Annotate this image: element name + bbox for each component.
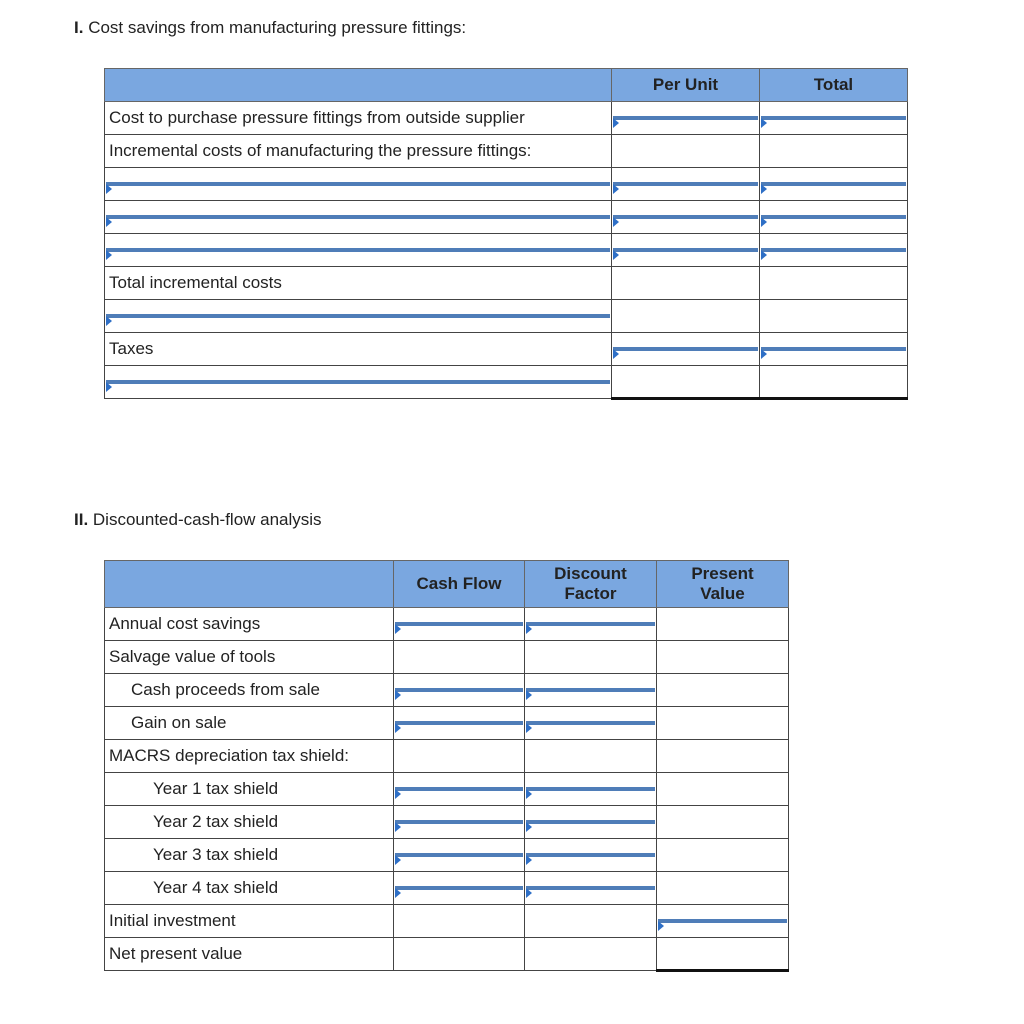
empty-cell	[612, 366, 760, 399]
table-row	[105, 267, 908, 300]
net-present-value-cell	[657, 938, 789, 971]
row-label-macrs-tax-shield: MACRS depreciation tax shield:	[105, 740, 394, 773]
incremental-cost-label-input-1[interactable]	[106, 182, 610, 186]
empty-cell	[612, 300, 760, 333]
section-2-title-text: Discounted-cash-flow analysis	[92, 510, 322, 529]
table-row	[105, 608, 789, 641]
empty-cell	[612, 135, 760, 168]
initial-investment-present-value-input[interactable]	[658, 919, 787, 923]
row-label-cash-proceeds: Cash proceeds from sale	[105, 674, 394, 707]
empty-cell	[525, 938, 657, 971]
empty-cell	[657, 773, 789, 806]
annual-savings-cash-flow-input[interactable]	[395, 622, 523, 626]
incremental-cost-per-unit-input-1[interactable]	[613, 182, 758, 186]
empty-cell	[525, 641, 657, 674]
table-row	[105, 300, 908, 333]
incremental-cost-label-input-3[interactable]	[106, 248, 610, 252]
incremental-cost-label-input-2[interactable]	[106, 215, 610, 219]
row-label-year-4-tax-shield: Year 4 tax shield	[105, 872, 394, 905]
table-row	[105, 641, 789, 674]
table-row	[105, 234, 908, 267]
header-per-unit: Per Unit	[612, 69, 760, 102]
table-row	[105, 707, 789, 740]
taxes-total-input[interactable]	[761, 347, 906, 351]
empty-cell	[394, 740, 525, 773]
empty-cell	[394, 905, 525, 938]
row-label-incremental-costs: Incremental costs of manufacturing the pressure fittings:	[105, 135, 612, 168]
section-2-number: II.	[74, 510, 89, 529]
row-label-purchase-cost: Cost to purchase pressure fittings from outside supplier	[105, 102, 612, 135]
dcf-analysis-table	[104, 560, 789, 972]
empty-cell	[760, 366, 908, 399]
empty-cell	[394, 641, 525, 674]
gain-on-sale-discount-input[interactable]	[526, 721, 655, 725]
empty-cell	[760, 267, 908, 300]
empty-cell	[394, 938, 525, 971]
table-row	[105, 905, 789, 938]
empty-cell	[657, 608, 789, 641]
section-1-number: I.	[74, 18, 84, 37]
empty-cell	[657, 707, 789, 740]
empty-cell	[657, 641, 789, 674]
year-3-discount-input[interactable]	[526, 853, 655, 857]
gain-on-sale-cash-flow-input[interactable]	[395, 721, 523, 725]
section-1-title	[74, 18, 466, 38]
header-blank	[105, 69, 612, 102]
table-row	[105, 872, 789, 905]
row-label-initial-investment: Initial investment	[105, 905, 394, 938]
year-4-discount-input[interactable]	[526, 886, 655, 890]
empty-cell	[760, 135, 908, 168]
header-total: Total	[760, 69, 908, 102]
row-label-year-2-tax-shield: Year 2 tax shield	[105, 806, 394, 839]
cash-proceeds-discount-input[interactable]	[526, 688, 655, 692]
empty-cell	[612, 267, 760, 300]
row-label-year-1-tax-shield: Year 1 tax shield	[105, 773, 394, 806]
incremental-cost-total-input-2[interactable]	[761, 215, 906, 219]
row-label-net-present-value: Net present value	[105, 938, 394, 971]
row-label-taxes: Taxes	[105, 333, 612, 366]
year-4-cash-flow-input[interactable]	[395, 886, 523, 890]
cost-savings-table	[104, 68, 908, 400]
taxes-per-unit-input[interactable]	[613, 347, 758, 351]
header-blank	[105, 561, 394, 608]
header-discount-factor: Discount Factor	[525, 561, 657, 608]
table-row	[105, 839, 789, 872]
incremental-cost-per-unit-input-2[interactable]	[613, 215, 758, 219]
header-present-value: Present Value	[657, 561, 789, 608]
row-label-annual-cost-savings: Annual cost savings	[105, 608, 394, 641]
table-row	[105, 674, 789, 707]
table-row	[105, 366, 908, 399]
after-tax-label-input[interactable]	[106, 380, 610, 384]
empty-cell	[657, 806, 789, 839]
table-row	[105, 806, 789, 839]
empty-cell	[525, 740, 657, 773]
empty-cell	[657, 740, 789, 773]
table-row	[105, 773, 789, 806]
year-1-cash-flow-input[interactable]	[395, 787, 523, 791]
cash-proceeds-cash-flow-input[interactable]	[395, 688, 523, 692]
table-row	[105, 201, 908, 234]
table-row	[105, 938, 789, 971]
table-row	[105, 740, 789, 773]
incremental-cost-total-input-3[interactable]	[761, 248, 906, 252]
section-2-title	[74, 510, 322, 530]
incremental-cost-total-input-1[interactable]	[761, 182, 906, 186]
year-3-cash-flow-input[interactable]	[395, 853, 523, 857]
empty-cell	[525, 905, 657, 938]
row-label-salvage-value: Salvage value of tools	[105, 641, 394, 674]
empty-cell	[657, 674, 789, 707]
table-row	[105, 102, 908, 135]
table-header-row	[105, 561, 789, 608]
year-2-cash-flow-input[interactable]	[395, 820, 523, 824]
row-label-year-3-tax-shield: Year 3 tax shield	[105, 839, 394, 872]
table-row	[105, 135, 908, 168]
row-label-gain-on-sale: Gain on sale	[105, 707, 394, 740]
purchase-cost-total-input[interactable]	[761, 116, 906, 120]
annual-savings-discount-input[interactable]	[526, 622, 655, 626]
table-header-row	[105, 69, 908, 102]
header-cash-flow: Cash Flow	[394, 561, 525, 608]
table-row	[105, 168, 908, 201]
empty-cell	[657, 839, 789, 872]
purchase-cost-per-unit-input[interactable]	[613, 116, 758, 120]
empty-cell	[657, 872, 789, 905]
section-1-title-text: Cost savings from manufacturing pressure fittings:	[88, 18, 467, 37]
empty-cell	[760, 300, 908, 333]
year-2-discount-input[interactable]	[526, 820, 655, 824]
row-label-total-incremental: Total incremental costs	[105, 267, 612, 300]
table-row	[105, 333, 908, 366]
year-1-discount-input[interactable]	[526, 787, 655, 791]
savings-label-input[interactable]	[106, 314, 610, 318]
incremental-cost-per-unit-input-3[interactable]	[613, 248, 758, 252]
